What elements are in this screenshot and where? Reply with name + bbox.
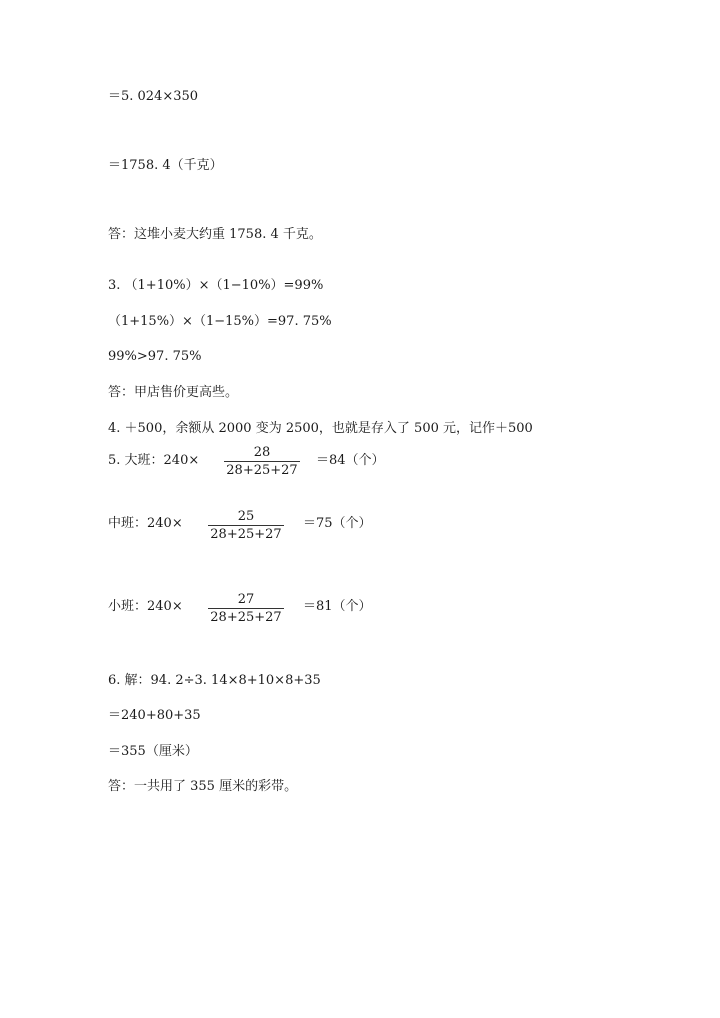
q3-line: 99%>97. 75% (108, 349, 202, 364)
answer-line: 答：一共用了 355 厘米的彩带。 (108, 779, 298, 794)
q5-row-result: ＝81（个） (303, 599, 372, 614)
q5-row-result: ＝84（个） (316, 453, 385, 468)
calc-line: ＝5. 024×350 (108, 89, 199, 104)
q5-row-prefix: 5. 大班：240× (108, 453, 200, 468)
fraction-numerator: 28 (253, 445, 271, 460)
fraction-denominator: 28+25+27 (210, 527, 282, 542)
calc-line: ＝355（厘米） (108, 744, 198, 759)
fraction-bar (208, 525, 284, 526)
fraction (208, 592, 284, 625)
fraction-numerator: 25 (237, 509, 255, 524)
fraction (208, 509, 284, 542)
q3-line: （1+15%）×（1−15%）=97. 75% (108, 314, 332, 329)
fraction-bar (208, 608, 284, 609)
q3-line: 3. （1+10%）×（1−10%）=99% (108, 278, 324, 293)
fraction (224, 445, 300, 478)
q4-line: 4. ＋500，余额从 2000 变为 2500，也就是存入了 500 元，记作＋500 (108, 421, 533, 436)
q5-row-result: ＝75（个） (303, 516, 372, 531)
answer-line: 答：这堆小麦大约重 1758. 4 千克。 (108, 227, 322, 242)
fraction-numerator: 27 (237, 592, 255, 607)
calc-line: ＝240+80+35 (108, 708, 201, 723)
q6-line: 6. 解：94. 2÷3. 14×8+10×8+35 (108, 673, 321, 688)
fraction-bar (224, 461, 300, 462)
fraction-denominator: 28+25+27 (226, 463, 298, 478)
calc-line: ＝1758. 4（千克） (108, 158, 223, 173)
q5-row-prefix: 小班：240× (108, 599, 183, 614)
q5-row-prefix: 中班：240× (108, 516, 183, 531)
fraction-denominator: 28+25+27 (210, 610, 282, 625)
answer-line: 答：甲店售价更高些。 (108, 385, 239, 400)
